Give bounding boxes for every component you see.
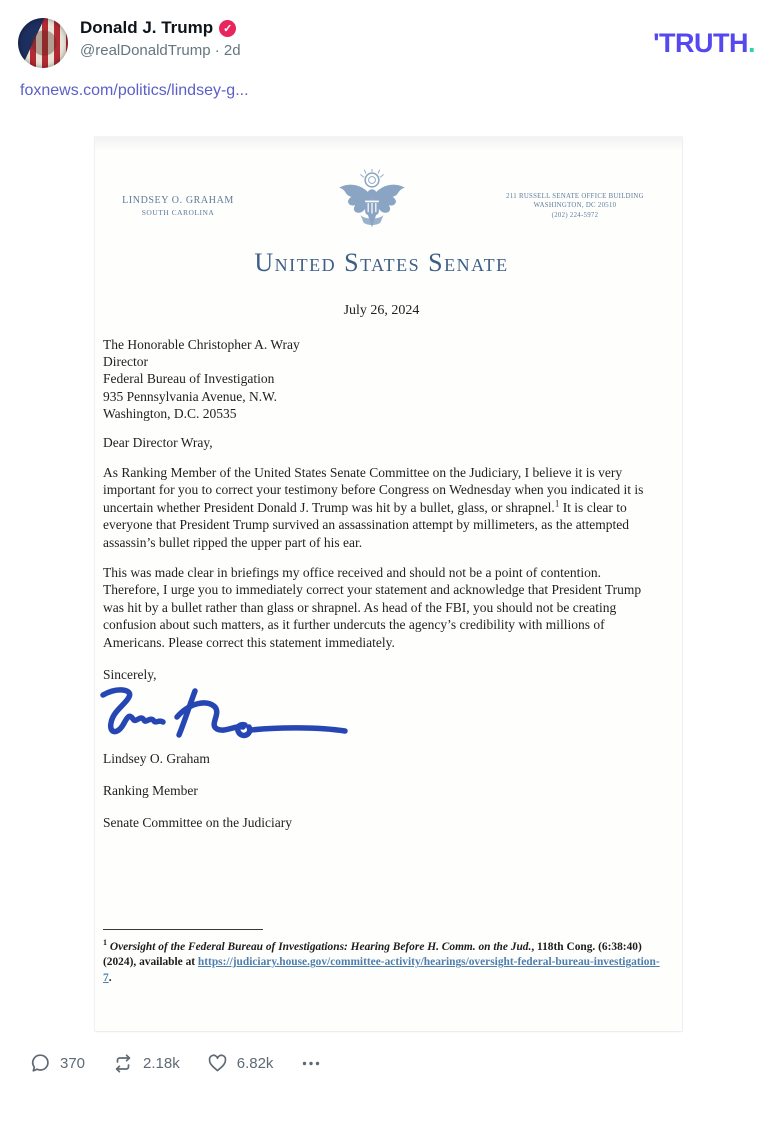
footnote-reference: 1 — [554, 498, 560, 509]
avatar[interactable] — [18, 18, 68, 68]
salutation: Dear Director Wray, — [103, 435, 213, 451]
signer-name: Lindsey O. Graham — [103, 751, 210, 767]
closing: Sincerely, — [103, 667, 157, 683]
letterhead-sender — [103, 195, 253, 217]
reply-count: 370 — [60, 1055, 86, 1072]
recipient-line: 935 Pennsylvania Avenue, N.W. — [103, 388, 277, 404]
letterhead — [103, 167, 660, 245]
recipient-address-block — [103, 336, 660, 422]
footnote-marker: 1 — [103, 937, 107, 947]
letter-paragraph-1: As Ranking Member of the United States Senate Committee on the Judiciary, I believe it is very important for you to correct your testimony before Congress on Wednesday when you indicated it is uncertain whether President Donald J. Trump was hit by a bullet, glass, or shrapnel.$^1$ It is clear to everyone that President Trump survived an assassination attempt by millimeters, as the attempted assassin’s bullet ripped the upper part of his ear. — [103, 465, 644, 550]
repost-count: 2.18k — [143, 1055, 180, 1072]
letter-paragraph-2: This was made clear in briefings my office received and should not be a point of contention. Therefore, I urge you to immediately correct your statement and acknowledge that President Trump was hit by a bullet rather than glass or shrapnel. As head of the FBI, you should not be creating confusion about such matters, as it further undercuts the agency’s credibility with millions of Americans. Please correct this statement immediately. — [103, 565, 642, 650]
separator: · — [214, 42, 220, 59]
letterhead-office-address — [490, 192, 660, 221]
footnote-rule — [103, 929, 263, 930]
sender-name: LINDSEY O. GRAHAM — [122, 195, 234, 206]
senate-title: United States Senate — [254, 248, 509, 277]
post-header — [0, 0, 777, 68]
letter-date: July 26, 2024 — [343, 303, 420, 318]
engagement-bar — [30, 1053, 777, 1074]
like-count: 6.82k — [236, 1055, 274, 1072]
ellipsis-icon — [300, 1053, 322, 1074]
like-button[interactable] — [207, 1053, 274, 1074]
verified-badge-icon: ✓ — [219, 20, 236, 37]
signer-title: Ranking Member — [103, 783, 198, 799]
post-link[interactable]: foxnews.com/politics/lindsey-g... — [20, 82, 249, 99]
recipient-line: The Honorable Christopher A. Wray — [103, 337, 300, 352]
letter-image[interactable] — [95, 137, 682, 1031]
recipient-line: Director — [103, 354, 148, 370]
handle-and-timestamp[interactable] — [80, 42, 653, 59]
reply-icon — [30, 1053, 51, 1074]
signer-committee: Senate Committee on the Judiciary — [103, 815, 292, 831]
more-button[interactable] — [300, 1053, 322, 1074]
recipient-line: Washington, D.C. 20535 — [103, 405, 237, 421]
office-line: WASHINGTON, DC 20510 — [533, 202, 617, 210]
display-name[interactable]: Donald J. Trump — [80, 18, 214, 37]
footnote: $^1$ Oversight of the Federal Bureau of Investigations: Hearing Before H. Comm. on the Jud., 118th Cong. (6:38:40) (2024), available at https://judiciary.house.gov/committee-activity/hearings/oversight-federal-bureau-investigation-7. — [103, 929, 660, 987]
office-line: 211 RUSSELL SENATE OFFICE BUILDING — [506, 192, 644, 200]
heart-icon — [207, 1053, 228, 1074]
truth-social-logo: 'TRUTH. — [653, 28, 755, 58]
recipient-line: Federal Bureau of Investigation — [103, 371, 275, 387]
repost-button[interactable] — [112, 1053, 180, 1074]
footnote-citation: Oversight of the Federal Bureau of Investigations: Hearing Before H. Comm. on the Jud. — [109, 940, 532, 953]
timestamp: 2d — [223, 42, 241, 59]
signature-icon — [99, 681, 351, 743]
handle[interactable]: @realDonaldTrump — [80, 42, 211, 59]
footnote-link[interactable]: https://judiciary.house.gov/committee-activity/hearings/oversight-federal-bureau-investigation-7 — [103, 956, 660, 985]
sender-state: SOUTH CAROLINA — [141, 208, 215, 217]
truth-logo-dot: . — [747, 28, 755, 58]
senate-seal-icon — [330, 169, 414, 243]
office-line: (202) 224-5972 — [551, 211, 599, 219]
repost-icon — [112, 1053, 134, 1074]
reply-button[interactable] — [30, 1053, 85, 1074]
